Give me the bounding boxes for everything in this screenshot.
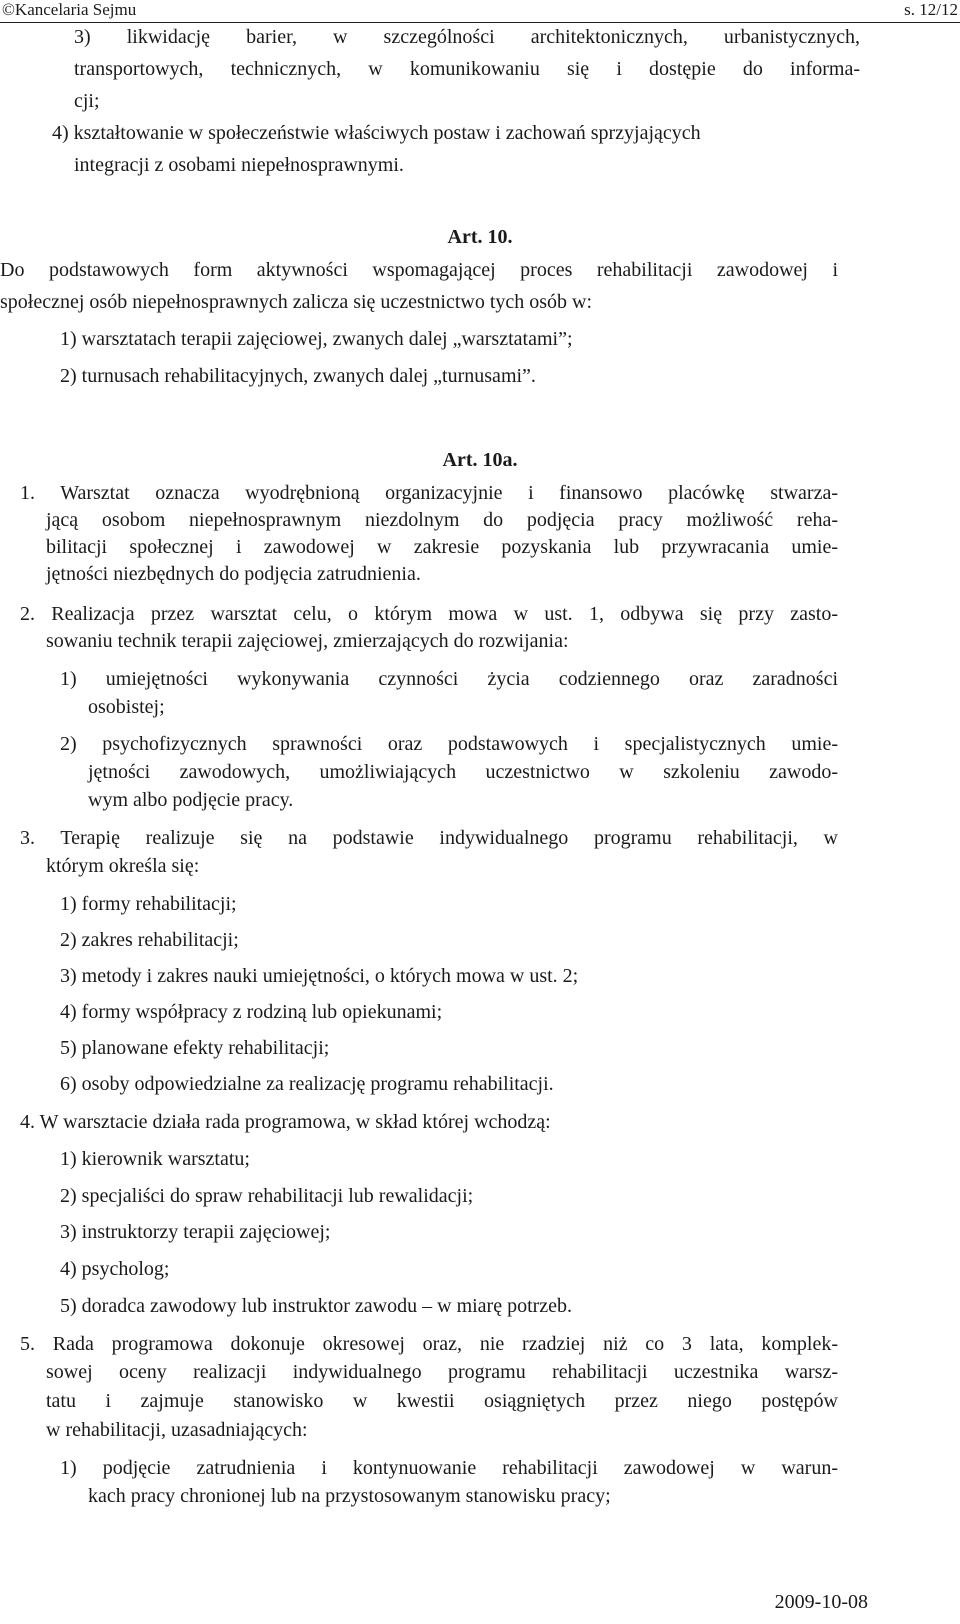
text-line: 1) formy rehabilitacji; [60,893,237,915]
copyright-label: ©Kancelaria Sejmu [2,0,137,19]
text-line: 2) psychofizycznych sprawności oraz podstawowych i specjalistycznych umie- [60,733,838,755]
text-line: sowaniu technik terapii zajęciowej, zmierzających do rozwijania: [46,630,569,652]
text-line: bilitacji społecznej i zawodowej w zakresie pozyskania lub przywracania umie- [46,536,838,558]
page-number: s. 12/12 [904,0,958,19]
page-header [0,0,960,23]
text-line: jętności zawodowych, umożliwiających uczestnictwo w szkoleniu zawodo- [88,761,838,783]
article-heading: Art. 10a. [442,449,518,471]
text-line: społecznej osób niepełnosprawnych zalicza się uczestnictwo tych osób w: [0,291,593,313]
text-line: 3) instruktorzy terapii zajęciowej; [60,1221,331,1243]
footer-date: 2009-10-08 [774,1591,868,1613]
text-line: 5. Rada programowa dokonuje okresowej oraz, nie rzadziej niż co 3 lata, komplek- [20,1333,838,1355]
text-line: 5) planowane efekty rehabilitacji; [60,1037,330,1059]
text-line: 1) podjęcie zatrudnienia i kontynuowanie rehabilitacji zawodowej w warun- [60,1457,838,1479]
text-line: 3) likwidację barier, w szczególności architektonicznych, urbanistycznych, [74,26,860,48]
text-line: 2. Realizacja przez warsztat celu, o którym mowa w ust. 1, odbywa się przy zasto- [20,603,838,625]
text-line: integracji z osobami niepełnosprawnymi. [74,154,404,176]
text-line: 4. W warsztacie działa rada programowa, w skład której wchodzą: [20,1111,551,1133]
text-line: 6) osoby odpowiedzialne za realizację programu rehabilitacji. [60,1073,554,1095]
text-line: 1) warsztatach terapii zajęciowej, zwanych dalej „warsztatami”; [60,328,573,350]
text-line: kach pracy chronionej lub na przystosowanym stanowisku pracy; [88,1485,611,1507]
text-line: osobistej; [88,696,165,718]
text-line: 5) doradca zawodowy lub instruktor zawodu – w miarę potrzeb. [60,1295,573,1317]
text-line: 2) turnusach rehabilitacyjnych, zwanych dalej „turnusami”. [60,365,536,387]
text-line: 1) kierownik warsztatu; [60,1148,250,1170]
text-line: 1) umiejętności wykonywania czynności życia codziennego oraz zaradności [60,668,838,690]
text-line: wym albo podjęcie pracy. [88,789,294,811]
text-line: 4) kształtowanie w społeczeństwie właściwych postaw i zachowań sprzyjających [52,122,701,144]
text-line: 3. Terapię realizuje się na podstawie indywidualnego programu rehabilitacji, w [20,827,838,849]
text-line: sowej oceny realizacji indywidualnego programu rehabilitacji uczestnika warsz- [46,1361,838,1383]
article-heading: Art. 10. [447,226,513,248]
text-line: 2) zakres rehabilitacji; [60,929,239,951]
text-line: 2) specjaliści do spraw rehabilitacji lub rewalidacji; [60,1185,474,1207]
text-line: tatu i zajmuje stanowisko w kwestii osiągniętych przez niego postępów [46,1390,838,1412]
text-line: cji; [74,90,100,112]
text-line: Do podstawowych form aktywności wspomagającej proces rehabilitacji zawodowej i [0,259,838,281]
text-line: którym określa się: [46,855,200,877]
text-line: 1. Warsztat oznacza wyodrębnioną organizacyjnie i finansowo placówkę stwarza- [20,482,838,504]
text-line: 4) formy współpracy z rodziną lub opiekunami; [60,1001,443,1023]
text-line: jącą osobom niepełnosprawnym niezdolnym do podjęcia pracy możliwość reha- [46,509,838,531]
text-line: transportowych, technicznych, w komunikowaniu się i dostępie do informa- [74,58,860,80]
text-line: 4) psycholog; [60,1258,170,1280]
text-line: 3) metody i zakres nauki umiejętności, o których mowa w ust. 2; [60,965,579,987]
text-line: w rehabilitacji, uzasadniających: [46,1419,308,1441]
text-line: jętności niezbędnych do podjęcia zatrudnienia. [46,563,421,585]
